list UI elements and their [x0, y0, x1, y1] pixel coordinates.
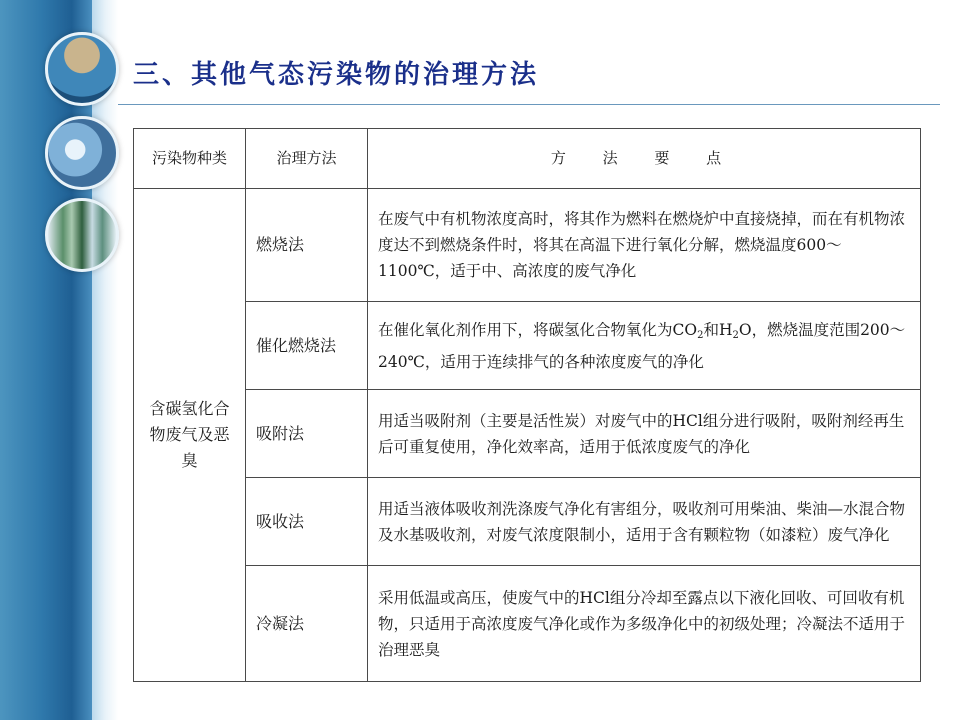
table-row — [134, 302, 921, 390]
method-description: 用适当液体吸收剂洗涤废气净化有害组分，吸收剂可用柴油、柴油—水混合物及水基吸收剂，对废气浓度限制小，适用于含有颗粒物（如漆粒）废气净化 — [368, 478, 921, 566]
table-row — [134, 478, 921, 566]
table-row — [134, 390, 921, 478]
table-row — [134, 566, 921, 682]
method-description — [368, 302, 921, 390]
method-description: 用适当吸附剂（主要是活性炭）对废气中的HCl组分进行吸附，吸附剂经再生后可重复使用，净化效率高，适用于低浓度废气的净化 — [368, 390, 921, 478]
method-description: 在废气中有机物浓度高时，将其作为燃料在燃烧炉中直接烧掉，而在有机物浓度达不到燃烧条件时，将其在高温下进行氧化分解，燃烧温度600～1100℃，适于中、高浓度的废气净化 — [368, 189, 921, 302]
method-name: 催化燃烧法 — [246, 302, 368, 390]
header-method-points: 方 法 要 点 — [368, 129, 921, 189]
decorative-image-water — [45, 116, 119, 190]
table-header-row — [134, 129, 921, 189]
subscript: 2 — [697, 329, 704, 341]
decorative-image-bottles — [45, 198, 119, 272]
header-treatment-method: 治理方法 — [246, 129, 368, 189]
method-name: 燃烧法 — [246, 189, 368, 302]
title-divider — [118, 104, 940, 105]
sidebar-band — [0, 0, 92, 720]
method-name: 冷凝法 — [246, 566, 368, 682]
desc-part: O，燃烧温度范围200～240℃，适用于连续排气的各种浓度废气的净化 — [378, 320, 906, 371]
method-name: 吸收法 — [246, 478, 368, 566]
header-pollutant-type: 污染物种类 — [134, 129, 246, 189]
methods-table — [133, 128, 921, 682]
table-row — [134, 189, 921, 302]
subscript: 2 — [732, 329, 739, 341]
pollutant-category: 含碳氢化合物废气及恶臭 — [134, 189, 246, 682]
desc-part: 在催化氧化剂作用下，将碳氢化合物氧化为CO — [378, 320, 698, 339]
desc-part: 和H — [703, 320, 733, 339]
sidebar-edge — [92, 0, 118, 720]
method-description: 采用低温或高压，使废气中的HCl组分冷却至露点以下液化回收、可回收有机物，只适用于高浓度废气净化或作为多级净化中的初级处理；冷凝法不适用于治理恶臭 — [368, 566, 921, 682]
slide-title: 三、其他气态污染物的治理方法 — [133, 60, 540, 90]
method-name: 吸附法 — [246, 390, 368, 478]
decorative-image-landscape — [45, 32, 119, 106]
